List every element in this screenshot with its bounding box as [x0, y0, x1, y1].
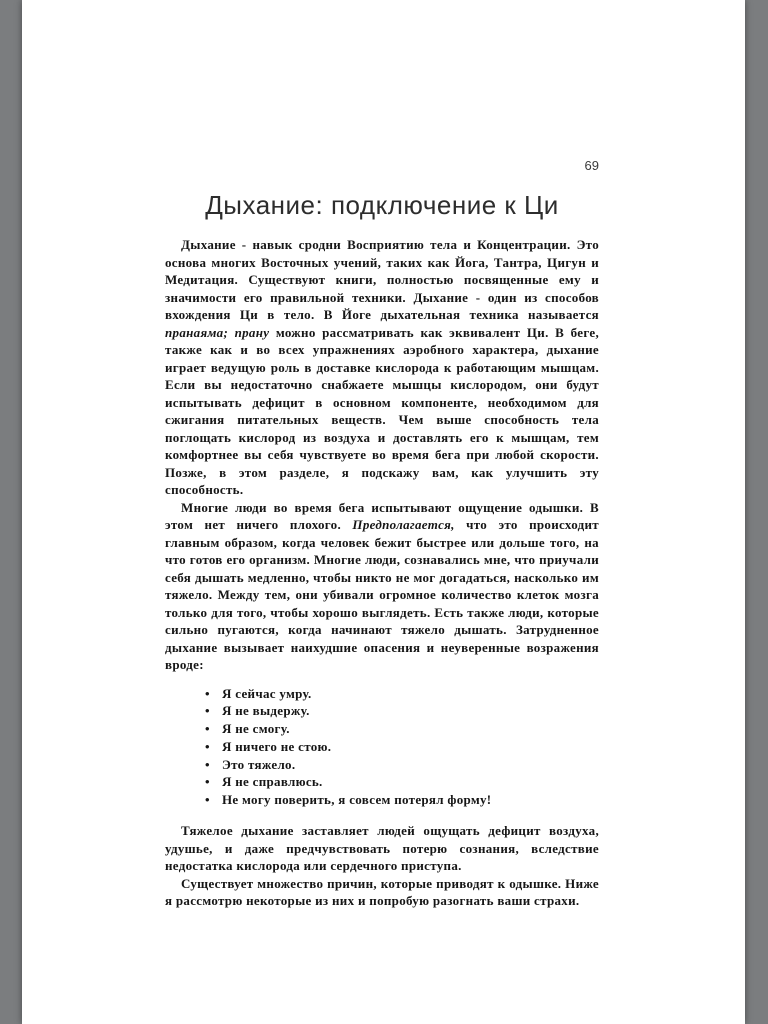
bullet-item: • Я не справлюсь. — [205, 773, 599, 791]
page-content — [165, 236, 599, 910]
bullet-item: • Я не смогу. — [205, 720, 599, 738]
bullet-item: • Я не выдержу. — [205, 702, 599, 720]
bullet-item: • Я сейчас умру. — [205, 685, 599, 703]
document-page — [22, 0, 745, 1024]
body-paragraph — [165, 236, 599, 499]
chapter-title: Дыхание: подключение к Ци — [205, 190, 559, 220]
bullet-item: • Это тяжело. — [205, 756, 599, 774]
text-run: Тяжелое дыхание заставляет людей ощущать дефицит воздуха, удушье, и даже предчувствовать потерю сознания, вследствие недостатка кислорода или сердечного приступа. — [165, 823, 599, 874]
bullet-item: • Не могу поверить, я совсем потерял форму! — [205, 791, 599, 809]
page-number: 69 — [584, 158, 599, 173]
italic-text-run: пранаяма; прану — [165, 324, 270, 340]
bullet-list — [165, 685, 599, 810]
text-run: можно рассматривать как эквивалент Ци. В беге, также как и во всех упражнениях аэробного характера, дыхание играет ведущую роль в доставке кислорода к работающим мышцам. Если вы недостаточно снабжаете мышцы кислородом, они будут испытывать дефицит в основном компоненте, необходимом для сжигания питательных веществ. Чем выше способность тела поглощать кислород из воздуха и доставлять его к мышцам, тем комфортнее вы себя чувствуете во время бега при любой скорости. Позже, в этом разделе, я подскажу вам, как улучшить эту способность. — [165, 324, 599, 497]
body-paragraph — [165, 822, 599, 875]
text-run: Многие люди во время бега испытывают ощущение одышки. В этом нет ничего плохого. — [165, 499, 599, 532]
body-paragraph — [165, 499, 599, 674]
body-paragraph — [165, 875, 599, 910]
text-run: Существует множество причин, которые приводят к одышке. Ниже я рассмотрю некоторые из них и попробую разогнать ваши страхи. — [165, 875, 599, 909]
bullet-item: • Я ничего не стою. — [205, 738, 599, 756]
italic-text-run: Предполагается, — [352, 517, 455, 532]
text-run: Дыхание - навык сродни Восприятию тела и Концентрации. Это основа многих Восточных учений, таких как Йога, Тантра, Цигун и Медитация. Существуют книги, полностью посвященные ему и значимости его правильной техники. Дыхание - один из способов вхождения Ци в тело. В Йоге дыхательная техника называется — [165, 237, 599, 322]
text-run: что это происходит главным образом, когда человек бежит быстрее или дольше того, на что готов его организм. Многие люди, сознавались мне, что приучали себя дышать медленно, чтобы никто не мог догадаться, насколько им тяжело. Между тем, они убивали огромное количество клеток мозга только для того, чтобы хорошо выглядеть. Есть также люди, которые сильно пугаются, когда начинают тяжело дышать. Затрудненное дыхание вызывает наихудшие опасения и неуверенные возражения вроде: — [165, 517, 599, 672]
